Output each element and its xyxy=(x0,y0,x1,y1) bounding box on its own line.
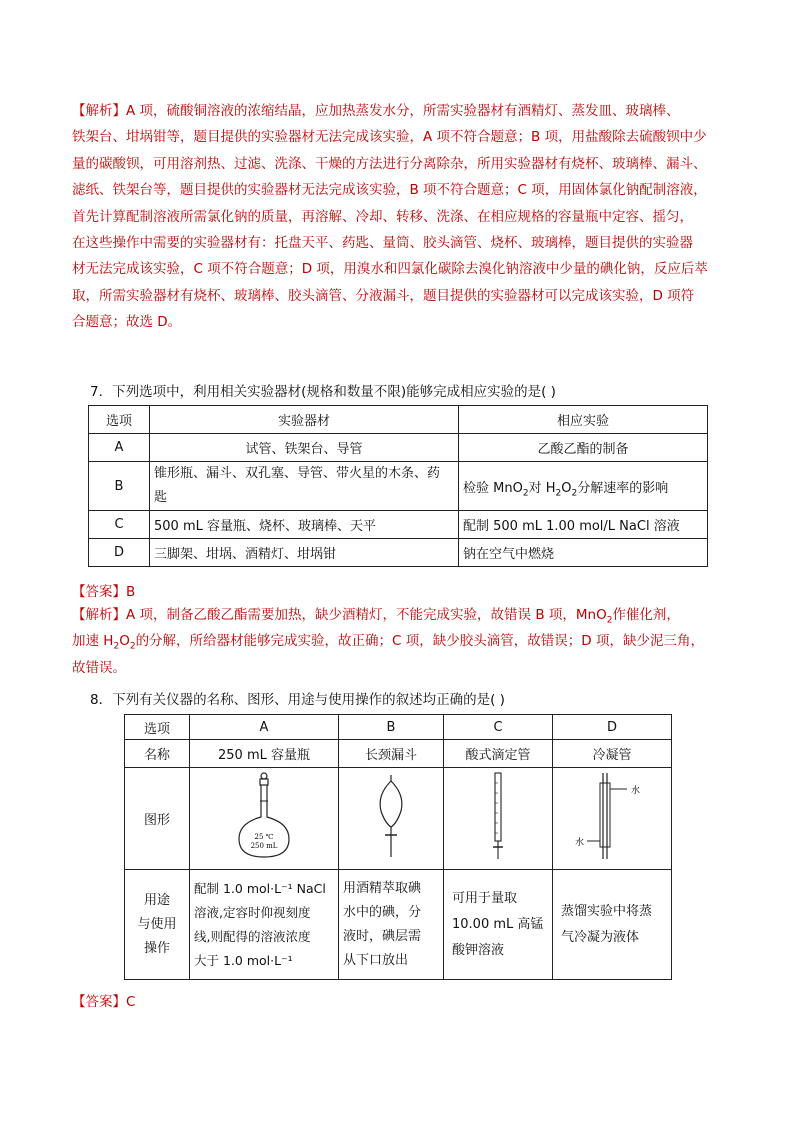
name-c: 酸式滴定管 xyxy=(444,740,553,768)
header-experiment: 相应实验 xyxy=(459,406,708,434)
name-b: 长颈漏斗 xyxy=(339,740,444,768)
analysis-line: 滤纸、铁架台等，题目提供的实验器材无法完成该实验，B 项不符合题意；C 项，用固体氯化钠配制溶液， xyxy=(72,182,707,199)
header-d: D xyxy=(553,715,672,740)
experiment-cell: 钠在空气中燃烧 xyxy=(459,539,708,567)
name-d: 冷凝管 xyxy=(553,740,672,768)
analysis-line: 取，所需实验器材有烧杯、玻璃棒、胶头滴管、分液漏斗，题目提供的实验器材可以完成该实验，D 项符 xyxy=(72,287,695,304)
question-7-table xyxy=(88,405,708,567)
analysis-line: 在这些操作中需要的实验器材有：托盘天平、药匙、量筒、胶头滴管、烧杯、玻璃棒，题目提供的实验器 xyxy=(72,235,693,252)
option-label: B xyxy=(89,462,150,511)
experiment-cell: 配制 500 mL 1.00 mol/L NaCl 溶液 xyxy=(459,511,708,539)
equipment-cell: 试管、铁架台、导管 xyxy=(150,434,459,462)
row-label-usage: 用途 与使用 操作 xyxy=(125,870,190,980)
figure-condenser xyxy=(553,768,672,870)
experiment-cell: 乙酸乙酯的制备 xyxy=(459,434,708,462)
analysis-line: 铁架台、坩埚钳等，题目提供的实验器材无法完成该实验，A 项不符合题意；B 项，用盐酸除去硫酸钡中少 xyxy=(72,129,707,146)
burette-icon xyxy=(483,771,513,863)
equipment-cell: 500 mL 容量瓶、烧杯、玻璃棒、天平 xyxy=(150,511,459,539)
equipment-cell: 锥形瓶、漏斗、双孔塞、导管、带火星的木条、药 匙 xyxy=(150,462,459,511)
experiment-cell: 检验 MnO$_2$对 $H_2O_2$分解速率的影响 xyxy=(459,462,708,511)
volumetric-flask-icon xyxy=(229,771,299,863)
analysis-line: 首先计算配制溶液所需氯化钠的质量，再溶解、冷却、转移、洗涤、在相应规格的容量瓶中定容、摇匀， xyxy=(72,208,693,225)
answer-q7: 【答案】B xyxy=(72,584,136,600)
header-c: C xyxy=(444,715,553,740)
header-b: B xyxy=(339,715,444,740)
flask-temperature: 25 ℃ xyxy=(254,832,274,841)
analysis-q6 xyxy=(72,98,732,336)
analysis-line: 材无法完成该实验，C 项不符合题意；D 项，用溴水和四氯化碳除去溴化钠溶液中少量的碘化钠，反应后萃 xyxy=(72,261,708,278)
row-label-figure: 图形 xyxy=(125,768,190,870)
row-label-name: 名称 xyxy=(125,740,190,768)
header-option: 选项 xyxy=(125,715,190,740)
analysis-tag: 【解析】 xyxy=(72,103,126,119)
header-a: A xyxy=(190,715,339,740)
question-8-table xyxy=(124,714,672,980)
name-a: 250 mL 容量瓶 xyxy=(190,740,339,768)
condenser-icon xyxy=(567,771,657,863)
question-8-stem: 8．下列有关仪器的名称、图形、用途与使用操作的叙述均正确的是( ) xyxy=(90,692,505,708)
equipment-cell: 三脚架、坩埚、酒精灯、坩埚钳 xyxy=(150,539,459,567)
water-outlet-label: 水 xyxy=(631,785,641,796)
option-label: D xyxy=(89,539,150,567)
flask-volume: 250 mL xyxy=(250,841,278,850)
question-7-stem: 7．下列选项中，利用相关实验器材(规格和数量不限)能够完成相应实验的是( ) xyxy=(90,384,556,400)
analysis-line: 量的碳酸钡，可用溶剂热、过滤、洗涤、干燥的方法进行分离除杂，所用实验器材有烧杯、玻璃棒、漏斗、 xyxy=(72,155,707,172)
analysis-line: A 项，硫酸铜溶液的浓缩结晶，应加热蒸发水分，所需实验器材有酒精灯、蒸发皿、玻璃棒、 xyxy=(126,103,680,119)
separatory-funnel-icon xyxy=(371,771,411,863)
answer-q8: 【答案】C xyxy=(72,994,136,1010)
header-option: 选项 xyxy=(89,406,150,434)
usage-b: 用酒精萃取碘 水中的碘，分 液时，碘层需 从下口放出 xyxy=(339,870,444,980)
header-equipment: 实验器材 xyxy=(150,406,459,434)
figure-volumetric-flask xyxy=(190,768,339,870)
usage-a: 配制 1.0 mol·L⁻¹ NaCl 溶液,定容时仰视刻度 线,则配得的溶液浓度 大于 1.0 mol·L⁻¹ xyxy=(190,870,339,980)
option-label: C xyxy=(89,511,150,539)
usage-d: 蒸馏实验中将蒸 气冷凝为液体 xyxy=(553,870,672,980)
analysis-line: 合题意；故选 D。 xyxy=(72,314,182,331)
analysis-q7: 【解析】A 项，制备乙酸乙酯需要加热，缺少酒精灯，不能完成实验，故错误 B 项，MnO$_2$作催化剂， 加速 $H_2O_2$的分解，所给器材能够完成实验，故正确；C 项，缺少胶头滴管，故错误；D 项，缺少泥三角， 故错误。 xyxy=(72,607,704,676)
usage-c: 可用于量取 10.00 mL 高锰 酸钾溶液 xyxy=(444,870,553,980)
water-inlet-label: 水 xyxy=(575,837,585,848)
figure-burette xyxy=(444,768,553,870)
option-label: A xyxy=(89,434,150,462)
figure-funnel xyxy=(339,768,444,870)
